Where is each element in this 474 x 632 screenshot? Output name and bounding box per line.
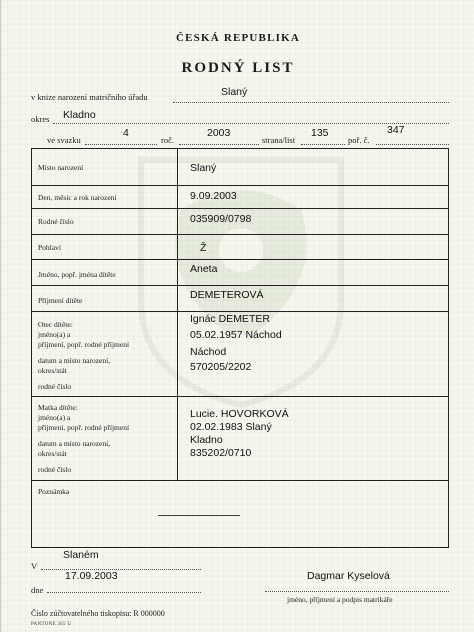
father-place: Náchod xyxy=(190,346,227,358)
row-note xyxy=(32,481,448,547)
issued-place-value: Slaném xyxy=(63,549,99,561)
birth-number-value: 035909/0798 xyxy=(190,213,252,225)
father-label-surname: příjmení, popř. rodné příjmení xyxy=(38,340,130,349)
issued-date-dotted-line xyxy=(47,592,201,593)
signature-dotted-line xyxy=(265,591,449,592)
book-value: Slaný xyxy=(221,86,248,98)
order-dotted-line xyxy=(376,144,449,145)
registrar-name: Dagmar Kyselová xyxy=(307,570,390,582)
sex-label: Pohlaví xyxy=(38,243,61,252)
page-label: strana/list xyxy=(262,135,296,145)
surname-label: Příjmení dítěte xyxy=(38,296,83,305)
volume-value: 4 xyxy=(123,127,129,139)
order-label: poř. č. xyxy=(348,135,370,145)
book-label: v knize narození matričního úřadu xyxy=(31,92,148,102)
mother-birth-number: 835202/0710 xyxy=(190,447,252,459)
mother-label-birth: datum a místo narození, xyxy=(38,439,111,448)
form-number: Číslo zúčtovatelného tiskopisu: R 000000 xyxy=(31,609,165,618)
row-birthdate xyxy=(32,186,448,209)
father-label-id: rodné číslo xyxy=(38,382,72,391)
records-table xyxy=(31,148,449,548)
page-value: 135 xyxy=(311,127,329,139)
volume-label: ve svazku xyxy=(47,135,81,145)
mother-place: Kladno xyxy=(190,434,223,446)
row-birthplace xyxy=(32,149,448,186)
issued-date-label: dne xyxy=(31,585,44,595)
order-value: 347 xyxy=(387,124,405,136)
mother-label-district: okres/stát xyxy=(38,449,67,458)
document-title: RODNÝ LIST xyxy=(181,60,295,76)
father-birth: 05.02.1957 Náchod xyxy=(190,329,282,341)
mother-label-names: jméno(a) a xyxy=(38,413,71,422)
birthplace-label: Místo narození xyxy=(38,163,84,172)
father-label-heading: Otec dítěte: xyxy=(38,320,73,329)
country-heading: ČESKÁ REPUBLIKA xyxy=(175,32,301,44)
father-label-district: okres/stát xyxy=(38,366,67,375)
row-father xyxy=(32,312,448,397)
birthplace-value: Slaný xyxy=(190,162,217,174)
row-sex xyxy=(32,235,448,260)
birthdate-label: Den, měsíc a rok narození xyxy=(38,193,117,202)
printer-mark: PANTONE 365 U xyxy=(31,622,72,627)
year-dotted-line xyxy=(179,144,259,145)
district-label: okres xyxy=(31,114,50,124)
first-name-label: Jméno, popř. jména dítěte xyxy=(38,270,116,279)
district-value: Kladno xyxy=(63,109,96,121)
row-mother xyxy=(32,397,448,481)
row-first-name xyxy=(32,260,448,286)
surname-value: DEMETEROVÁ xyxy=(190,289,264,301)
birthdate-value: 9.09.2003 xyxy=(190,190,237,202)
mother-label-surname: příjmení, popř. rodné příjmení xyxy=(38,423,130,432)
father-name: Ignác DEMETER xyxy=(190,313,270,325)
father-birth-number: 570205/2202 xyxy=(190,361,252,373)
note-label: Poznámka xyxy=(38,487,70,496)
registrar-caption: jméno, příjmení a podpis matrikáře xyxy=(287,595,393,604)
year-label: roč. xyxy=(161,135,174,145)
birth-number-label: Rodné číslo xyxy=(38,217,74,226)
issued-date-value: 17.09.2003 xyxy=(65,570,118,582)
row-birth-number xyxy=(32,209,448,235)
father-label-names: jméno(a) a xyxy=(38,330,71,339)
issued-in-label: V xyxy=(31,561,38,571)
mother-label-id: rodné číslo xyxy=(38,465,72,474)
year-value: 2003 xyxy=(207,127,231,139)
mother-label-heading: Matka dítěte: xyxy=(38,403,78,412)
first-name-value: Aneta xyxy=(190,263,218,275)
volume-dotted-line xyxy=(85,144,157,145)
father-label-birth: datum a místo narození, xyxy=(38,356,111,365)
page-dotted-line xyxy=(301,144,345,145)
book-dotted-line xyxy=(173,102,449,103)
sex-value: Ž xyxy=(200,242,207,254)
note-line xyxy=(158,515,240,516)
mother-name: Lucie. HOVORKOVÁ xyxy=(190,408,289,420)
row-surname xyxy=(32,286,448,312)
mother-birth: 02.02.1983 Slaný xyxy=(190,421,272,433)
